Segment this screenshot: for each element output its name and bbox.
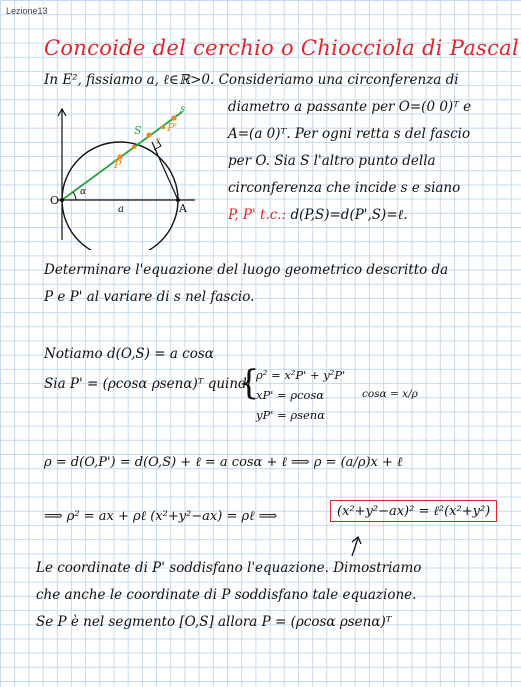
system-row-2: xP' = ρcosα [256, 388, 325, 402]
pointer-arrow-icon [346, 534, 366, 558]
derivation-note: Notiamo d(O,S) = a cosα [44, 346, 214, 362]
point-l-mark [161, 125, 165, 129]
point-O [60, 198, 64, 202]
intro-line-4: per O. Sia S l'altro punto della [228, 153, 436, 169]
cos-relation: cosα = x/ρ [362, 388, 418, 400]
point-mid [132, 145, 136, 149]
label-a: a [118, 204, 124, 215]
label-O: O [50, 194, 60, 207]
intro-line-1: In E², fissiamo a, ℓ∈ℝ>0. Consideriamo una circonferenza di [44, 72, 459, 88]
label-l: ℓ [156, 136, 161, 147]
label-P: P [114, 158, 122, 171]
intro-line-6-rest: d(P,S)=d(P',S)=ℓ. [290, 207, 408, 223]
intro-line-6-prefix: P, P' t.c.: [228, 207, 287, 223]
label-s: s [180, 104, 186, 115]
task-line-2: P e P' al variare di s nel fascio. [44, 289, 255, 305]
conclusion-line-3: Se P è nel segmento [O,S] allora P = (ρcosα ρsenα)ᵀ [36, 614, 392, 630]
derivation-sia: Sia P' = (ρcosα ρsenα)ᵀ quindi [44, 376, 252, 392]
label-alpha: α [80, 187, 87, 197]
intro-line-3: A=(a 0)ᵀ. Per ogni retta s del fascio [228, 126, 471, 142]
intro-line-5: circonferenza che incide s e siano [228, 180, 461, 196]
label-A: A [179, 202, 187, 215]
label-S: S [134, 124, 142, 137]
point-S [146, 132, 151, 137]
intro-line-2: diametro a passante per O=(0 0)ᵀ e [228, 99, 472, 115]
equation-1: ρ = d(O,P') = d(O,S) + ℓ = a cosα + ℓ ⟹ ρ = (a/ρ)x + ℓ [44, 455, 403, 470]
segment-S-A [152, 142, 178, 200]
page-label: Lezione13 [6, 6, 48, 16]
system-row-1: ρ² = x²P' + y²P' [256, 368, 346, 382]
result-equation-box: (x²+y²−ax)² = ℓ²(x²+y²) [330, 500, 497, 522]
task-line-1: Determinare l'equazione del luogo geometrico descritto da [44, 262, 449, 278]
conclusion-line-1: Le coordinate di P' soddisfano l'equazione. Dimostriamo [36, 560, 422, 576]
point-P-prime [171, 115, 176, 120]
system-brace-icon: { [238, 363, 260, 403]
equation-2: ⟹ ρ² = ax + ρℓ (x²+y²−ax) = ρℓ ⟹ [44, 509, 278, 524]
circle-figure [50, 100, 250, 250]
system-row-3: yP' = ρsenα [256, 408, 325, 422]
label-P-prime: P' [167, 121, 178, 134]
page-title: Concoide del cerchio o Chiocciola di Pascal [44, 36, 519, 60]
conclusion-line-2: che anche le coordinate di P soddisfano tale equazione. [36, 587, 417, 603]
angle-arc [73, 192, 76, 200]
